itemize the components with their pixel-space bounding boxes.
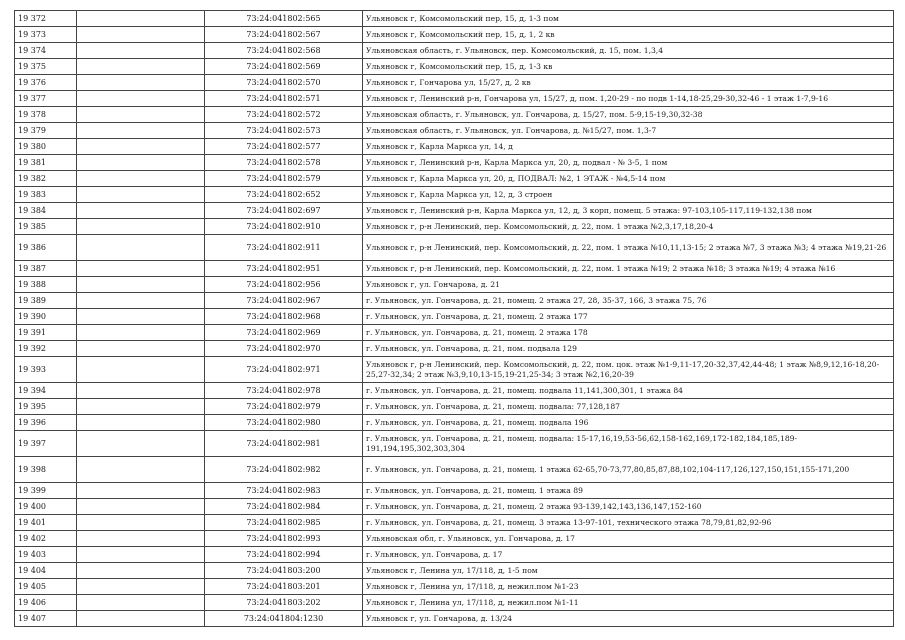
row-number: 19 385 [15, 219, 77, 235]
cadastral-number: 73:24:041802:980 [205, 415, 363, 431]
row-number: 19 374 [15, 43, 77, 59]
row-number: 19 391 [15, 325, 77, 341]
table-row [15, 341, 894, 357]
row-number: 19 393 [15, 357, 77, 383]
row-number: 19 406 [15, 595, 77, 611]
cadastral-number: 73:24:041802:979 [205, 399, 363, 415]
cadastral-number: 73:24:041802:578 [205, 155, 363, 171]
address: Ульяновск г, Ленинский р-н, Карла Маркса ул, 20, д, подвал - № 3-5, 1 пом [363, 155, 894, 171]
empty-cell [77, 123, 205, 139]
row-number: 19 384 [15, 203, 77, 219]
table-row [15, 155, 894, 171]
row-number: 19 390 [15, 309, 77, 325]
table-row [15, 123, 894, 139]
address: Ульяновск г, Ленинский р-н, Гончарова ул, 15/27, д, пом. 1,20-29 - по подв 1-14,18-25,29-30,32-46 - 1 этаж 1-7,9-16 [363, 91, 894, 107]
address: Ульяновск г, ул. Гончарова, д. 13/24 [363, 611, 894, 627]
table-row [15, 293, 894, 309]
address: г. Ульяновск, ул. Гончарова, д. 21, помещ. 2 этажа 93-139,142,143,136,147,152-160 [363, 499, 894, 515]
empty-cell [77, 611, 205, 627]
cadastral-number: 73:24:041802:985 [205, 515, 363, 531]
table-row [15, 357, 894, 383]
cadastral-number: 73:24:041802:910 [205, 219, 363, 235]
table-row [15, 431, 894, 457]
cadastral-number: 73:24:041803:202 [205, 595, 363, 611]
cadastral-table [14, 10, 894, 627]
address: Ульяновская область, г. Ульяновск, ул. Гончарова, д. 15/27, пом. 5-9,15-19,30,32-38 [363, 107, 894, 123]
address: Ульяновск г, Комсомольский пер, 15, д, 1-3 кв [363, 59, 894, 75]
address: Ульяновск г, Ленинский р-н, Карла Маркса ул, 12, д, 3 корп, помещ. 5 этажа: 97-103,105-117,119-132,138 пом [363, 203, 894, 219]
empty-cell [77, 341, 205, 357]
address: Ульяновск г, Карла Маркса ул, 12, д, 3 строен [363, 187, 894, 203]
address: г. Ульяновск, ул. Гончарова, д. 21, помещ. подвала 196 [363, 415, 894, 431]
empty-cell [77, 261, 205, 277]
table-row [15, 547, 894, 563]
document-page [14, 10, 893, 627]
address: Ульяновск г, р-н Ленинский, пер. Комсомольский, д. 22, пом. цок. этаж №1-9,11-17,20-32,37,42,44-48; 1 этаж №8,9,12,16-18,20-25,27-32,34; 2 этаж №3,9,10,13-15,19-21,25-34; 3 этаж №2,16,20-39 [363, 357, 894, 383]
address: г. Ульяновск, ул. Гончарова, д. 21, помещ. 3 этажа 13-97-101, технического этажа 78,79,81,82,92-96 [363, 515, 894, 531]
address: г. Ульяновск, ул. Гончарова, д. 21, помещ. подвала 11,141,300,301, 1 этажа 84 [363, 383, 894, 399]
row-number: 19 388 [15, 277, 77, 293]
cadastral-number: 73:24:041802:577 [205, 139, 363, 155]
table-body [15, 11, 894, 627]
cadastral-number: 73:24:041802:982 [205, 457, 363, 483]
cadastral-number: 73:24:041802:568 [205, 43, 363, 59]
table-row [15, 457, 894, 483]
row-number: 19 389 [15, 293, 77, 309]
table-row [15, 515, 894, 531]
empty-cell [77, 107, 205, 123]
row-number: 19 372 [15, 11, 77, 27]
row-number: 19 386 [15, 235, 77, 261]
cadastral-number: 73:24:041802:971 [205, 357, 363, 383]
table-row [15, 91, 894, 107]
empty-cell [77, 203, 205, 219]
row-number: 19 378 [15, 107, 77, 123]
table-row [15, 531, 894, 547]
empty-cell [77, 43, 205, 59]
table-row [15, 235, 894, 261]
table-row [15, 261, 894, 277]
cadastral-number: 73:24:041802:572 [205, 107, 363, 123]
table-row [15, 563, 894, 579]
table-row [15, 483, 894, 499]
row-number: 19 402 [15, 531, 77, 547]
cadastral-number: 73:24:041802:569 [205, 59, 363, 75]
empty-cell [77, 515, 205, 531]
row-number: 19 377 [15, 91, 77, 107]
cadastral-number: 73:24:041802:969 [205, 325, 363, 341]
row-number: 19 376 [15, 75, 77, 91]
address: г. Ульяновск, ул. Гончарова, д. 21, помещ. 2 этажа 178 [363, 325, 894, 341]
cadastral-number: 73:24:041802:579 [205, 171, 363, 187]
row-number: 19 401 [15, 515, 77, 531]
empty-cell [77, 11, 205, 27]
row-number: 19 400 [15, 499, 77, 515]
cadastral-number: 73:24:041802:993 [205, 531, 363, 547]
table-row [15, 499, 894, 515]
cadastral-number: 73:24:041802:970 [205, 341, 363, 357]
empty-cell [77, 235, 205, 261]
row-number: 19 380 [15, 139, 77, 155]
table-row [15, 219, 894, 235]
table-row [15, 611, 894, 627]
row-number: 19 396 [15, 415, 77, 431]
address: г. Ульяновск, ул. Гончарова, д. 21, пом. подвала 129 [363, 341, 894, 357]
row-number: 19 382 [15, 171, 77, 187]
row-number: 19 403 [15, 547, 77, 563]
row-number: 19 387 [15, 261, 77, 277]
table-row [15, 399, 894, 415]
empty-cell [77, 595, 205, 611]
address: Ульяновская область, г. Ульяновск, ул. Гончарова, д. №15/27, пом. 1,3-7 [363, 123, 894, 139]
address: Ульяновск г, р-н Ленинский, пер. Комсомольский, д. 22, пом. 1 этажа №10,11,13-15; 2 этажа №7, 3 этажа №3; 4 этажа №19,21-26 [363, 235, 894, 261]
table-row [15, 27, 894, 43]
cadastral-number: 73:24:041802:573 [205, 123, 363, 139]
cadastral-number: 73:24:041802:570 [205, 75, 363, 91]
row-number: 19 399 [15, 483, 77, 499]
table-row [15, 187, 894, 203]
cadastral-number: 73:24:041802:967 [205, 293, 363, 309]
cadastral-number: 73:24:041802:697 [205, 203, 363, 219]
row-number: 19 404 [15, 563, 77, 579]
row-number: 19 405 [15, 579, 77, 595]
address: Ульяновск г, Комсомольский пер, 15, д, 1, 2 кв [363, 27, 894, 43]
row-number: 19 381 [15, 155, 77, 171]
empty-cell [77, 139, 205, 155]
row-number: 19 397 [15, 431, 77, 457]
address: Ульяновск г, р-н Ленинский, пер. Комсомольский, д. 22, пом. 1 этажа №19; 2 этажа №18; 3 этажа №19; 4 этажа №16 [363, 261, 894, 277]
cadastral-number: 73:24:041802:983 [205, 483, 363, 499]
row-number: 19 392 [15, 341, 77, 357]
empty-cell [77, 431, 205, 457]
cadastral-number: 73:24:041804:1230 [205, 611, 363, 627]
table-row [15, 277, 894, 293]
empty-cell [77, 219, 205, 235]
table-row [15, 595, 894, 611]
cadastral-number: 73:24:041802:652 [205, 187, 363, 203]
row-number: 19 398 [15, 457, 77, 483]
address: Ульяновск г, Карла Маркса ул, 20, д, ПОДВАЛ: №2, 1 ЭТАЖ - №4,5-14 пом [363, 171, 894, 187]
empty-cell [77, 91, 205, 107]
empty-cell [77, 293, 205, 309]
address: Ульяновская обл, г. Ульяновск, ул. Гончарова, д. 17 [363, 531, 894, 547]
address: г. Ульяновск, ул. Гончарова, д. 21, помещ. 1 этажа 89 [363, 483, 894, 499]
address: г. Ульяновск, ул. Гончарова, д. 21, помещ. подвала: 77,128,187 [363, 399, 894, 415]
table-row [15, 75, 894, 91]
address: Ульяновск г, Ленина ул, 17/118, д, 1-5 пом [363, 563, 894, 579]
empty-cell [77, 75, 205, 91]
address: г. Ульяновск, ул. Гончарова, д. 17 [363, 547, 894, 563]
empty-cell [77, 457, 205, 483]
table-row [15, 383, 894, 399]
cadastral-number: 73:24:041802:951 [205, 261, 363, 277]
row-number: 19 379 [15, 123, 77, 139]
table-row [15, 171, 894, 187]
address: Ульяновск г, р-н Ленинский, пер. Комсомольский, д. 22, пом. 1 этажа №2,3,17,18,20-4 [363, 219, 894, 235]
cadastral-number: 73:24:041802:978 [205, 383, 363, 399]
row-number: 19 375 [15, 59, 77, 75]
table-row [15, 139, 894, 155]
empty-cell [77, 499, 205, 515]
address: г. Ульяновск, ул. Гончарова, д. 21, помещ. 2 этажа 27, 28, 35-37, 166, 3 этажа 75, 76 [363, 293, 894, 309]
cadastral-number: 73:24:041803:200 [205, 563, 363, 579]
cadastral-number: 73:24:041802:956 [205, 277, 363, 293]
cadastral-number: 73:24:041802:981 [205, 431, 363, 457]
empty-cell [77, 415, 205, 431]
cadastral-number: 73:24:041802:571 [205, 91, 363, 107]
empty-cell [77, 483, 205, 499]
empty-cell [77, 59, 205, 75]
empty-cell [77, 27, 205, 43]
table-row [15, 11, 894, 27]
table-row [15, 59, 894, 75]
row-number: 19 395 [15, 399, 77, 415]
empty-cell [77, 357, 205, 383]
address: Ульяновск г, ул. Гончарова, д. 21 [363, 277, 894, 293]
empty-cell [77, 399, 205, 415]
empty-cell [77, 155, 205, 171]
cadastral-number: 73:24:041802:565 [205, 11, 363, 27]
table-row [15, 579, 894, 595]
address: Ульяновск г, Карла Маркса ул, 14, д [363, 139, 894, 155]
row-number: 19 373 [15, 27, 77, 43]
address: г. Ульяновск, ул. Гончарова, д. 21, помещ. подвала: 15-17,16,19,53-56,62,158-162,169,172-182,184,185,189-191,194,195,302,303,304 [363, 431, 894, 457]
row-number: 19 394 [15, 383, 77, 399]
table-row [15, 43, 894, 59]
address: Ульяновск г, Ленина ул, 17/118, д, нежил.пом №1-11 [363, 595, 894, 611]
empty-cell [77, 277, 205, 293]
empty-cell [77, 383, 205, 399]
empty-cell [77, 547, 205, 563]
cadastral-number: 73:24:041802:968 [205, 309, 363, 325]
table-row [15, 107, 894, 123]
cadastral-number: 73:24:041802:994 [205, 547, 363, 563]
address: Ульяновская область, г. Ульяновск, пер. Комсомольский, д. 15, пом. 1,3,4 [363, 43, 894, 59]
address: г. Ульяновск, ул. Гончарова, д. 21, помещ. 2 этажа 177 [363, 309, 894, 325]
row-number: 19 383 [15, 187, 77, 203]
table-row [15, 203, 894, 219]
empty-cell [77, 579, 205, 595]
address: г. Ульяновск, ул. Гончарова, д. 21, помещ. 1 этажа 62-65,70-73,77,80,85,87,88,102,104-117,126,127,150,151,155-171,200 [363, 457, 894, 483]
empty-cell [77, 187, 205, 203]
empty-cell [77, 325, 205, 341]
empty-cell [77, 309, 205, 325]
cadastral-number: 73:24:041803:201 [205, 579, 363, 595]
table-row [15, 325, 894, 341]
address: Ульяновск г, Ленина ул, 17/118, д, нежил.пом №1-23 [363, 579, 894, 595]
table-row [15, 309, 894, 325]
address: Ульяновск г, Гончарова ул, 15/27, д, 2 кв [363, 75, 894, 91]
cadastral-number: 73:24:041802:567 [205, 27, 363, 43]
cadastral-number: 73:24:041802:911 [205, 235, 363, 261]
empty-cell [77, 563, 205, 579]
cadastral-number: 73:24:041802:984 [205, 499, 363, 515]
row-number: 19 407 [15, 611, 77, 627]
empty-cell [77, 171, 205, 187]
address: Ульяновск г, Комсомольский пер, 15, д, 1-3 пом [363, 11, 894, 27]
empty-cell [77, 531, 205, 547]
table-row [15, 415, 894, 431]
